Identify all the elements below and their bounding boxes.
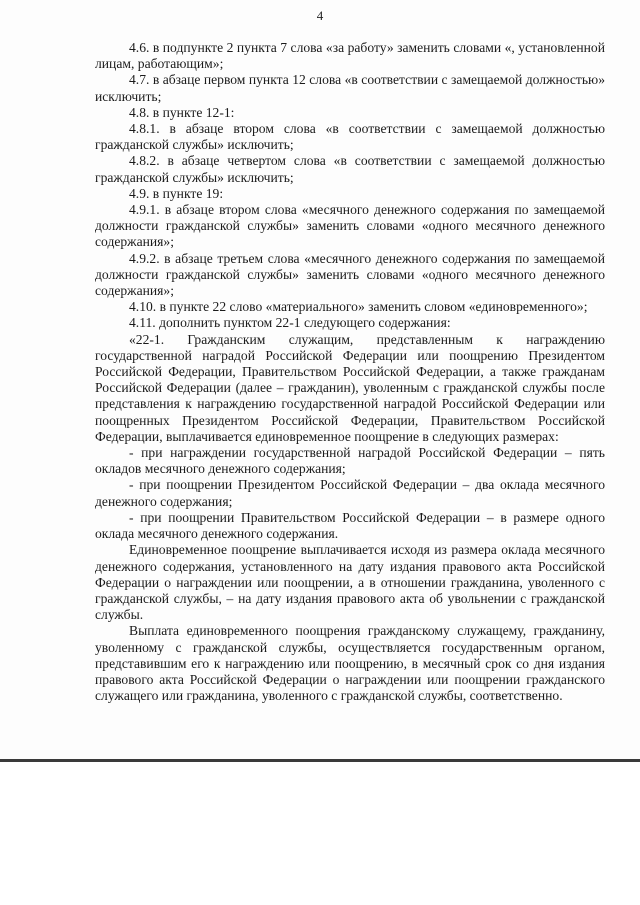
paragraph-4-7: 4.7. в абзаце первом пункта 12 слова «в соответствии с замещаемой должностью» исключить; bbox=[95, 72, 605, 104]
paragraph-4-11: 4.11. дополнить пунктом 22-1 следующего содержания: bbox=[129, 315, 451, 331]
paragraph-4-6: 4.6. в подпункте 2 пункта 7 слова «за работу» заменить словами «, установленной лицам, работающим»; bbox=[95, 40, 605, 72]
paragraph-4-10: 4.10. в пункте 22 слово «материального» заменить словом «единовременного»; bbox=[129, 299, 588, 315]
paragraph-4-8: 4.8. в пункте 12-1: bbox=[129, 104, 235, 120]
paragraph-22-1-intro: «22-1. Гражданским служащим, представленным к награждению государственной наградой Российской Федерации или поощрению Президентом Российской Федерации, Правительством Российской Федерации, а также гражданам Российской Федерации (далее – гражданин), уволенным с гражданской службы после представления к награждению государственной наградой Российской Федерации или поощренных Президентом Российской Федерации, Правительством Российской Федерации, выплачивается единовременное поощрение в следующих размерах: bbox=[95, 331, 605, 444]
list-item-state-award: - при награждении государственной наградой Российской Федерации – пять окладов месячного денежного содержания; bbox=[95, 445, 605, 477]
document-body bbox=[95, 40, 605, 704]
paragraph-4-8-1: 4.8.1. в абзаце втором слова «в соответствии с замещаемой должностью гражданской службы» исключить; bbox=[95, 121, 605, 153]
paragraph-4-8-2: 4.8.2. в абзаце четвертом слова «в соответствии с замещаемой должностью гражданской службы» исключить; bbox=[95, 153, 605, 185]
paragraph-4-9: 4.9. в пункте 19: bbox=[129, 185, 224, 201]
list-item-president: - при поощрении Президентом Российской Федерации – два оклада месячного денежного содержания; bbox=[95, 477, 605, 509]
page-number: 4 bbox=[316, 8, 324, 23]
paragraph-4-9-2: 4.9.2. в абзаце третьем слова «месячного денежного содержания по замещаемой должности гражданской службы» заменить словами «одного месячного денежного содержания»; bbox=[95, 250, 605, 299]
paragraph-4-9-1: 4.9.1. в абзаце втором слова «месячного денежного содержания по замещаемой должности гражданской службы» заменить словами «одного месячного денежного содержания»; bbox=[95, 202, 605, 250]
paragraph-bonus-calculation: Единовременное поощрение выплачивается исходя из размера оклада месячного денежного содержания, установленного на дату издания правового акта Российской Федерации о награждении или поощрении, а в отношении гражданина, уволенного с гражданской службы, – на дату издания правового акта об увольнении с гражданской службы. bbox=[95, 542, 605, 623]
list-item-government: - при поощрении Правительством Российской Федерации – в размере одного оклада месячного денежного содержания. bbox=[95, 509, 605, 542]
paragraph-bonus-payment: Выплата единовременного поощрения гражданскому служащему, гражданину, уволенному с гражданской службы, осуществляется государственным органом, представившим его к награждению или поощрению, в месячный срок со дня издания правового акта Российской Федерации о награждении или поощрении гражданского служащего или гражданина, уволенного с гражданской службы, соответственно. bbox=[95, 623, 605, 704]
